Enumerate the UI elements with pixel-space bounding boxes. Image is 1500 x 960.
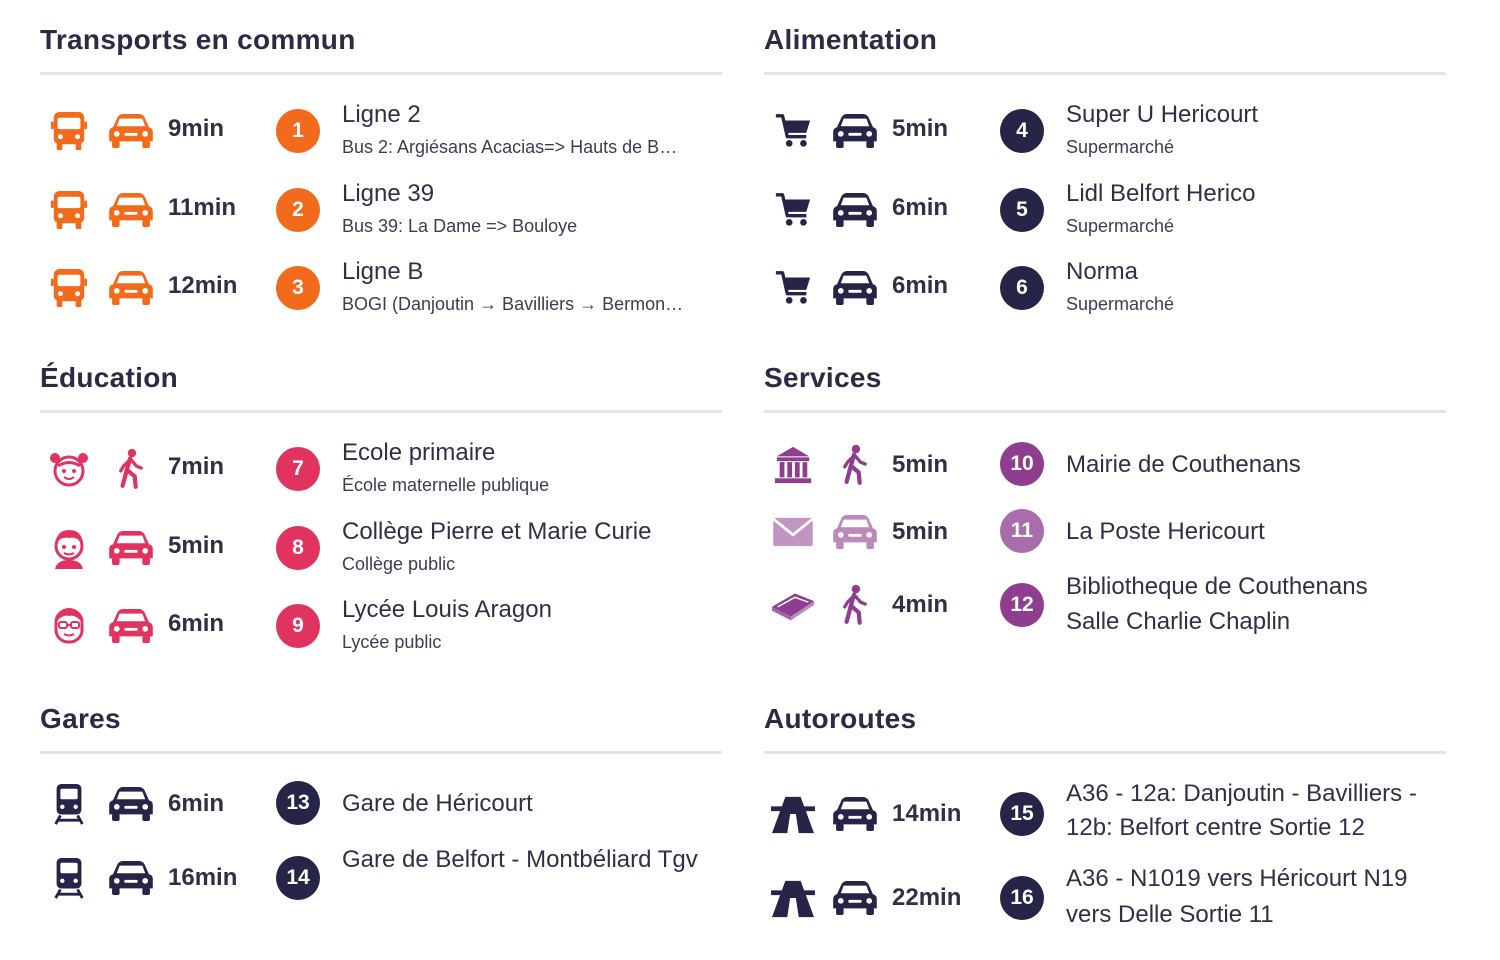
car-icon [830, 789, 880, 839]
number-badge: 10 [1000, 442, 1044, 486]
item-subtitle: Lycée public [342, 632, 442, 652]
number-badge: 15 [1000, 792, 1044, 836]
bus-icon [44, 185, 94, 235]
section-divider [764, 410, 1446, 413]
number-badge: 5 [1000, 188, 1044, 232]
list-item[interactable] [40, 253, 722, 323]
train-icon [44, 853, 94, 903]
section-title: Alimentation [764, 24, 938, 55]
cart-icon [768, 185, 818, 235]
section-divider [764, 72, 1446, 75]
travel-time: 6min [892, 194, 949, 221]
car-icon [106, 779, 156, 829]
number-badge: 12 [1000, 583, 1044, 627]
car-icon [830, 507, 880, 557]
travel-time: 5min [892, 115, 949, 142]
item-subtitle: Supermarché [1066, 137, 1175, 157]
item-name: La Poste Hericourt [1066, 518, 1265, 545]
section-divider [40, 72, 722, 75]
item-name: Lidl Belfort Herico [1066, 180, 1256, 207]
number-badge: 16 [1000, 876, 1044, 920]
section-title: Gares [40, 703, 121, 734]
travel-time: 6min [168, 610, 225, 637]
number-badge: 2 [276, 188, 320, 232]
item-name: Super U Hericourt [1066, 101, 1259, 128]
travel-time: 12min [168, 272, 238, 299]
number-badge: 8 [276, 526, 320, 570]
travel-time: 11min [168, 194, 237, 221]
book-icon [768, 580, 818, 630]
travel-time: 6min [168, 790, 225, 817]
travel-time: 7min [168, 453, 225, 480]
car-icon [106, 853, 156, 903]
list-item[interactable] [764, 434, 1446, 504]
mail-icon [768, 507, 818, 557]
car-icon [106, 601, 156, 651]
item-name: Mairie de Couthenans [1066, 451, 1301, 478]
list-item[interactable] [40, 96, 722, 166]
car-icon [106, 263, 156, 313]
section-title: Services [764, 362, 882, 393]
list-item[interactable] [764, 501, 1446, 571]
list-item[interactable] [764, 96, 1446, 166]
number-badge: 4 [1000, 109, 1044, 153]
item-name: Gare de Héricourt [342, 790, 533, 817]
car-icon [106, 185, 156, 235]
list-item[interactable] [764, 568, 1446, 658]
list-item[interactable] [764, 779, 1446, 855]
number-badge: 6 [1000, 266, 1044, 310]
item-name: Norma [1066, 258, 1139, 285]
travel-time: 9min [168, 115, 225, 142]
car-icon [106, 106, 156, 156]
walk-icon [830, 580, 880, 630]
cart-icon [768, 263, 818, 313]
list-item[interactable] [40, 434, 722, 504]
list-item[interactable] [40, 513, 722, 583]
travel-time: 6min [892, 272, 949, 299]
car-icon [106, 523, 156, 573]
cart-icon [768, 106, 818, 156]
list-item[interactable] [764, 175, 1446, 245]
highway-icon [768, 789, 818, 839]
list-item[interactable] [40, 175, 722, 245]
car-icon [830, 873, 880, 923]
section-divider [764, 751, 1446, 754]
section-title: Transports en commun [40, 24, 356, 55]
number-badge: 3 [276, 266, 320, 310]
item-name: Bibliotheque de Couthenans Salle Charlie Chaplin [1066, 573, 1368, 635]
item-name: Ligne 39 [342, 180, 435, 207]
item-subtitle: Collège public [342, 554, 456, 574]
section-divider [40, 751, 722, 754]
car-icon [830, 185, 880, 235]
list-item[interactable] [40, 839, 722, 919]
item-name: Ecole primaire [342, 439, 496, 466]
item-subtitle: Bus 39: La Dame => Bouloye [342, 216, 578, 236]
item-subtitle: BOGI (Danjoutin → Bavilliers → Bermon… [342, 294, 684, 314]
teen-face-icon [44, 523, 94, 573]
travel-time: 5min [168, 532, 225, 559]
car-icon [830, 263, 880, 313]
bus-icon [44, 106, 94, 156]
highway-icon [768, 873, 818, 923]
list-item[interactable] [764, 253, 1446, 323]
travel-time: 5min [892, 451, 949, 478]
number-badge: 13 [276, 781, 320, 825]
item-name: Lycée Louis Aragon [342, 596, 552, 623]
item-subtitle: Supermarché [1066, 294, 1175, 314]
item-name: Gare de Belfort - Montbéliard Tgv [342, 846, 698, 873]
item-subtitle: École maternelle publique [342, 475, 550, 495]
car-icon [830, 106, 880, 156]
item-name: A36 - 12a: Danjoutin - Bavilliers - 12b: Belfort centre Sortie 12 [1066, 780, 1417, 841]
item-name: Collège Pierre et Marie Curie [342, 518, 652, 545]
list-item[interactable] [40, 775, 722, 845]
number-badge: 11 [1000, 509, 1044, 553]
item-name: Ligne B [342, 258, 424, 285]
item-name: Ligne 2 [342, 101, 421, 128]
item-name: A36 - N1019 vers Héricourt N19 vers Delle Sortie 11 [1066, 865, 1408, 928]
section-title: Éducation [40, 362, 179, 393]
item-subtitle: Supermarché [1066, 216, 1175, 236]
section-divider [40, 410, 722, 413]
item-subtitle: Bus 2: Argiésans Acacias=> Hauts de B… [342, 137, 678, 157]
number-badge: 1 [276, 109, 320, 153]
number-badge: 9 [276, 604, 320, 648]
walk-icon [830, 440, 880, 490]
travel-time: 14min [892, 800, 962, 827]
section-title: Autoroutes [764, 703, 917, 734]
town-hall-icon [768, 440, 818, 490]
travel-time: 22min [892, 884, 962, 911]
number-badge: 14 [276, 856, 320, 900]
travel-time: 4min [892, 591, 949, 618]
travel-time: 16min [168, 864, 238, 891]
number-badge: 7 [276, 447, 320, 491]
child-face-icon [44, 444, 94, 494]
list-item[interactable] [764, 861, 1446, 941]
train-icon [44, 779, 94, 829]
list-item[interactable] [40, 591, 722, 661]
travel-time: 5min [892, 518, 949, 545]
student-face-icon [44, 601, 94, 651]
walk-icon [106, 444, 156, 494]
bus-icon [44, 263, 94, 313]
